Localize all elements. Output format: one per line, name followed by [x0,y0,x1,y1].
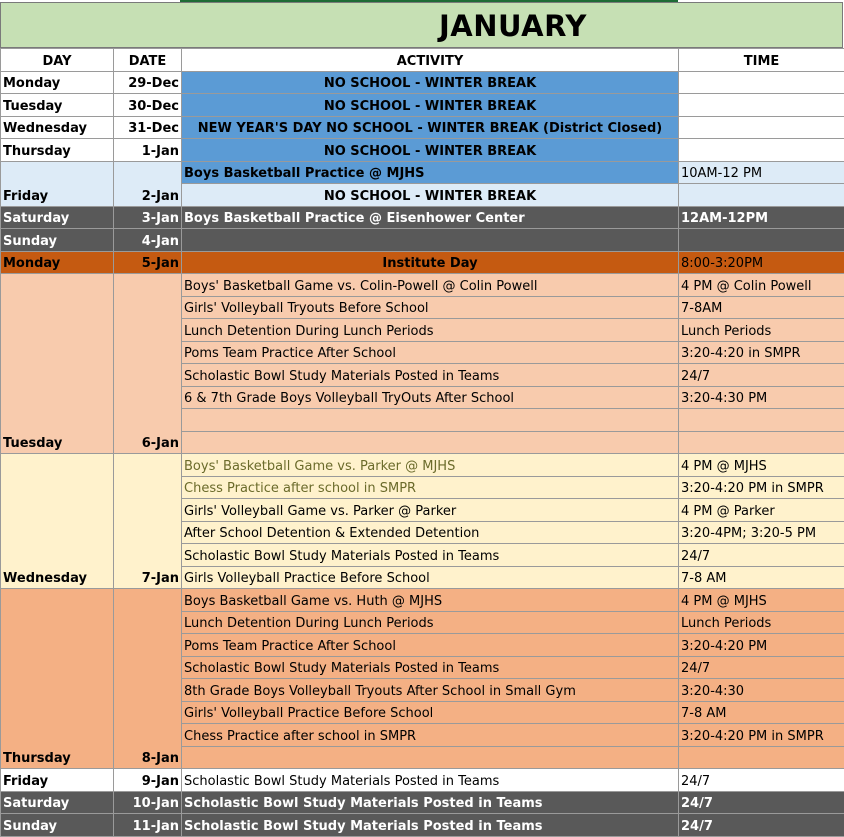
time-cell: 24/7 [679,544,844,567]
time-cell: 24/7 [679,791,844,814]
date-cell: 10-Jan [114,791,182,814]
date-cell: 4-Jan [114,229,182,252]
day-cell: Saturday [1,206,114,229]
activity-cell: After School Detention & Extended Detention [182,521,679,544]
activity-cell: Poms Team Practice After School [182,341,679,364]
activity-cell: Scholastic Bowl Study Materials Posted in Teams [182,814,679,837]
activity-cell: Girls' Volleyball Tryouts Before School [182,296,679,319]
time-cell: 3:20-4:30 [679,679,844,702]
day-cell: Sunday [1,229,114,252]
day-cell: Sunday [1,814,114,837]
activity-cell [182,229,679,252]
time-cell: Lunch Periods [679,319,844,342]
table-row [1,791,844,814]
activity-cell: NO SCHOOL - WINTER BREAK [182,139,679,162]
time-cell [679,746,844,769]
time-cell [679,409,844,432]
date-cell: 30-Dec [114,94,182,117]
date-cell: 9-Jan [114,769,182,792]
time-cell: 12AM-12PM [679,206,844,229]
date-cell: 5-Jan [114,251,182,274]
date-cell: 6-Jan [114,274,182,454]
time-cell: 10AM-12 PM [679,161,844,184]
activity-cell: Scholastic Bowl Study Materials Posted in Teams [182,769,679,792]
table-row [1,251,844,274]
activity-cell: Scholastic Bowl Study Materials Posted in Teams [182,544,679,567]
time-cell: 24/7 [679,769,844,792]
activity-cell [182,431,679,454]
date-cell: 7-Jan [114,454,182,589]
date-cell: 1-Jan [114,139,182,162]
time-cell: 3:20-4:20 in SMPR [679,341,844,364]
activity-cell [182,409,679,432]
activity-cell: 6 & 7th Grade Boys Volleyball TryOuts After School [182,386,679,409]
activity-cell: Scholastic Bowl Study Materials Posted in Teams [182,791,679,814]
activity-cell: NO SCHOOL - WINTER BREAK [182,94,679,117]
table-row [1,206,844,229]
activity-cell: Girls Volleyball Practice Before School [182,566,679,589]
table-row [1,274,844,297]
table-row [1,94,844,117]
date-cell: 29-Dec [114,71,182,94]
activity-cell: Poms Team Practice After School [182,634,679,657]
time-cell: Lunch Periods [679,611,844,634]
day-cell: Friday [1,769,114,792]
table-row [1,454,844,477]
activity-cell: Chess Practice after school in SMPR [182,724,679,747]
day-cell: Tuesday [1,274,114,454]
day-cell: Wednesday [1,116,114,139]
day-cell: Thursday [1,589,114,769]
date-cell: 11-Jan [114,814,182,837]
date-cell: 3-Jan [114,206,182,229]
activity-cell: NO SCHOOL - WINTER BREAK [182,71,679,94]
date-cell: 2-Jan [114,161,182,206]
schedule-table [0,48,844,837]
activity-cell: Girls' Volleyball Game vs. Parker @ Parker [182,499,679,522]
time-cell: 3:20-4:20 PM in SMPR [679,724,844,747]
time-cell: 24/7 [679,364,844,387]
activity-cell: Boys' Basketball Game vs. Colin-Powell @ Colin Powell [182,274,679,297]
table-row [1,589,844,612]
activity-cell: Lunch Detention During Lunch Periods [182,319,679,342]
page-title: JANUARY [439,9,587,43]
header-row [1,49,844,72]
time-cell: 4 PM @ MJHS [679,589,844,612]
activity-cell: Scholastic Bowl Study Materials Posted in Teams [182,364,679,387]
table-row [1,814,844,837]
time-cell: 7-8 AM [679,566,844,589]
time-cell: 3:20-4:30 PM [679,386,844,409]
day-cell: Tuesday [1,94,114,117]
time-cell: 4 PM @ Colin Powell [679,274,844,297]
title-banner [0,2,843,48]
day-cell: Wednesday [1,454,114,589]
day-cell: Friday [1,161,114,206]
time-cell: 3:20-4:20 PM [679,634,844,657]
day-cell: Monday [1,251,114,274]
time-cell [679,71,844,94]
activity-cell: Scholastic Bowl Study Materials Posted in Teams [182,656,679,679]
time-cell [679,431,844,454]
table-row [1,139,844,162]
time-cell [679,229,844,252]
activity-cell: NEW YEAR'S DAY NO SCHOOL - WINTER BREAK (District Closed) [182,116,679,139]
activity-cell: NO SCHOOL - WINTER BREAK [182,184,679,207]
time-cell: 4 PM @ MJHS [679,454,844,477]
activity-cell: Boys Basketball Practice @ Eisenhower Center [182,206,679,229]
day-cell: Thursday [1,139,114,162]
column-header-day: DAY [1,49,114,72]
activity-cell: Lunch Detention During Lunch Periods [182,611,679,634]
time-cell: 8:00-3:20PM [679,251,844,274]
activity-cell: Boys Basketball Practice @ MJHS [182,161,679,184]
activity-cell: Institute Day [182,251,679,274]
column-header-time: TIME [679,49,844,72]
table-row [1,116,844,139]
activity-cell: Chess Practice after school in SMPR [182,476,679,499]
time-cell [679,184,844,207]
time-cell: 4 PM @ Parker [679,499,844,522]
activity-cell: Boys' Basketball Game vs. Parker @ MJHS [182,454,679,477]
time-cell: 24/7 [679,814,844,837]
day-cell: Saturday [1,791,114,814]
table-row [1,769,844,792]
activity-cell [182,746,679,769]
time-cell [679,116,844,139]
date-cell: 8-Jan [114,589,182,769]
date-cell: 31-Dec [114,116,182,139]
activity-cell: Boys Basketball Game vs. Huth @ MJHS [182,589,679,612]
day-cell: Monday [1,71,114,94]
time-cell: 3:20-4PM; 3:20-5 PM [679,521,844,544]
table-row [1,161,844,184]
time-cell: 3:20-4:20 PM in SMPR [679,476,844,499]
table-row [1,229,844,252]
time-cell: 24/7 [679,656,844,679]
activity-cell: Girls' Volleyball Practice Before School [182,701,679,724]
time-cell: 7-8 AM [679,701,844,724]
column-header-date: DATE [114,49,182,72]
time-cell: 7-8AM [679,296,844,319]
table-row [1,71,844,94]
time-cell [679,94,844,117]
activity-cell: 8th Grade Boys Volleyball Tryouts After School in Small Gym [182,679,679,702]
time-cell [679,139,844,162]
column-header-activity: ACTIVITY [182,49,679,72]
